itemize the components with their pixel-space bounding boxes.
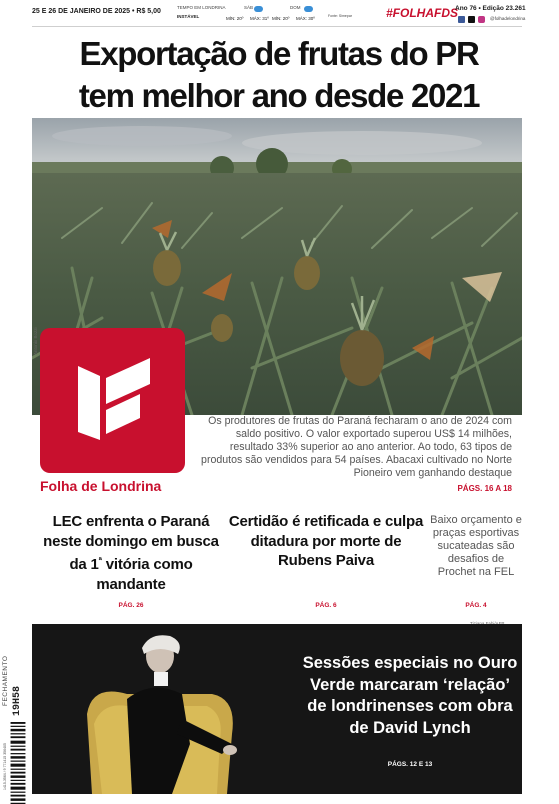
instagram-icon[interactable] [478, 16, 485, 23]
story-fel-title[interactable]: Baixo orçamento e praças esportivas sucateadas são desafios de Prochet na FEL [430, 514, 522, 578]
rain-cloud-icon [304, 6, 313, 12]
bottom-page-ref[interactable]: PÁGS. 12 E 13 [387, 761, 433, 768]
folha-f-logo-icon [40, 328, 185, 473]
weather-sat-max: MÁX: 31º [250, 16, 269, 21]
bottom-headline[interactable]: Sessões especiais no Ouro Verde marcaram ‘relação’ de londrinenses com obra de David Lynch [302, 654, 518, 737]
main-headline[interactable] [20, 33, 538, 117]
story-lec-ordinal: ª [98, 555, 102, 565]
x-icon[interactable] [468, 16, 475, 23]
weather-source: Fonte: Simepar [328, 14, 352, 18]
closing-time: 19H58 [12, 685, 23, 716]
lead-page-ref[interactable]: PÁGS. 16 A 18 [457, 484, 512, 493]
date-price: 25 E 26 DE JANEIRO DE 2025 • R$ 5,00 [32, 8, 161, 15]
weather-sun-min: MÍN: 20º [272, 16, 290, 21]
weather-sat-min: MÍN: 20º [226, 16, 244, 21]
social-handle: @folhadelondrina [490, 16, 526, 21]
story-lec-text: LEC enfrenta o Paraná neste domingo em busca da 1 [43, 513, 219, 573]
lead-paragraph: Os produtores de frutas do Paraná fecharam o ano de 2024 com saldo positivo. O valor exportado superou US$ 14 milhões, resultado 33% superior ao ano anterior. Ao todo, 63 tipos de produtos são vendidos para 54 países. Abacaxi cultivado no Norte Pioneiro vem ganhando destaque [201, 415, 512, 480]
fechamento-label: FECHAMENTO [2, 655, 9, 706]
story-certidao-title[interactable]: Certidão é retificada e culpa ditadura por morte de Rubens Paiva [228, 513, 424, 569]
weather-sun-max: MÁX: 30º [296, 16, 315, 21]
barcode-number: 1415-3564 / 9 771415 356405 [3, 743, 7, 790]
story-lec-title[interactable] [36, 512, 226, 594]
facebook-icon[interactable] [458, 16, 465, 23]
story-lec-text-end: vitória como mandante [96, 556, 193, 593]
story-lec-page[interactable]: PÁG. 26 [118, 602, 144, 609]
folhafds-hashtag: #FOLHAFDS [386, 6, 458, 20]
weather-day-sat: SÁB [244, 5, 254, 10]
weather-day-sun: DOM [290, 5, 301, 10]
masthead-bar [32, 4, 526, 27]
rain-cloud-icon [254, 6, 263, 12]
photo-credit: Antonio Bozzi [33, 327, 38, 355]
barcode-icon [10, 722, 26, 804]
folha-de-londrina-wordmark: Folha de Londrina [40, 478, 162, 494]
folha-logo[interactable] [40, 328, 185, 473]
headline-line-2: tem melhor ano desde 2021 [78, 77, 480, 114]
weather-title: TEMPO EM LONDRINA [177, 5, 226, 10]
story-certidao-page[interactable]: PÁG. 6 [315, 602, 337, 609]
story-fel-page[interactable]: PÁG. 4 [465, 602, 487, 609]
edition-number: Ano 76 • Edição 23.261 [455, 5, 526, 12]
weather-condition: INSTÁVEL [177, 14, 200, 19]
headline-line-1: Exportação de frutas do PR [79, 35, 479, 72]
